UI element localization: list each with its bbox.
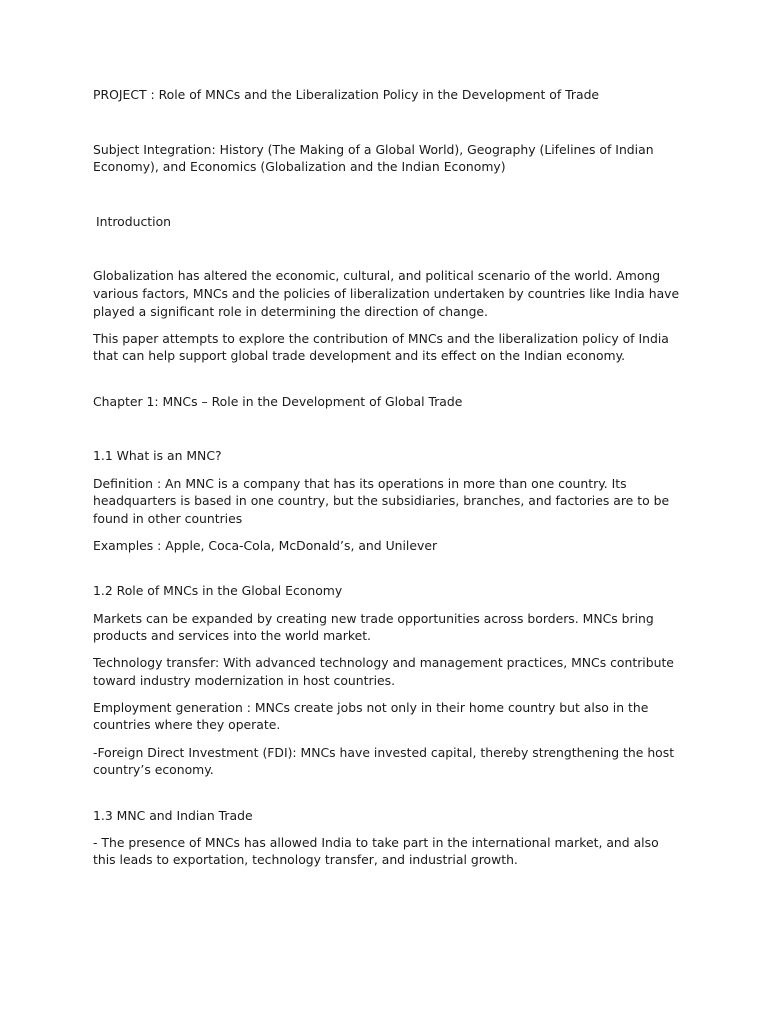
role-paragraph-employment: Employment generation : MNCs create jobs not only in their home country but also in the countries where they operate.	[93, 699, 649, 733]
subject-integration: Subject Integration: History (The Making of a Global World), Geography (Lifelines of Indian Economy), and Economics (Globalization and the Indian Economy)	[93, 141, 654, 175]
section-1-2-heading: 1.2 Role of MNCs in the Global Economy	[93, 583, 343, 599]
introduction-paragraph: Globalization has altered the economic, cultural, and political scenario of the world. Among various factors, MNCs and the policies of liberalization undertaken by countries like India have played a significant role in determining the direction of change.	[93, 268, 680, 319]
chapter-1-heading: Chapter 1: MNCs – Role in the Development of Global Trade	[93, 393, 463, 409]
section-1-3-heading: 1.3 MNC and Indian Trade	[93, 807, 253, 823]
mnc-definition: Definition : An MNC is a company that has its operations in more than one country. Its headquarters is based in one country, but the subsidiaries, branches, and factories are to be found in other countries	[93, 475, 670, 526]
introduction-heading: Introduction	[96, 213, 172, 229]
role-paragraph-fdi: -Foreign Direct Investment (FDI): MNCs have invested capital, thereby strengthening the host country’s economy.	[93, 744, 675, 778]
document-body	[93, 86, 683, 879]
mnc-examples: Examples : Apple, Coca-Cola, McDonald’s, and Unilever	[93, 537, 438, 553]
indian-trade-paragraph: - The presence of MNCs has allowed India to take part in the international market, and also this leads to exportation, technology transfer, and industrial growth.	[93, 834, 659, 868]
introduction-paragraph: This paper attempts to explore the contribution of MNCs and the liberalization policy of India that can help support global trade development and its effect on the Indian economy.	[93, 330, 669, 364]
role-paragraph-markets: Markets can be expanded by creating new trade opportunities across borders. MNCs bring products and services into the world market.	[93, 610, 654, 644]
role-paragraph-technology: Technology transfer: With advanced technology and management practices, MNCs contribute toward industry modernization in host countries.	[93, 655, 674, 688]
document-title: PROJECT : Role of MNCs and the Liberalization Policy in the Development of Trade	[93, 87, 600, 102]
section-1-1-heading: 1.1 What is an MNC?	[93, 448, 222, 464]
